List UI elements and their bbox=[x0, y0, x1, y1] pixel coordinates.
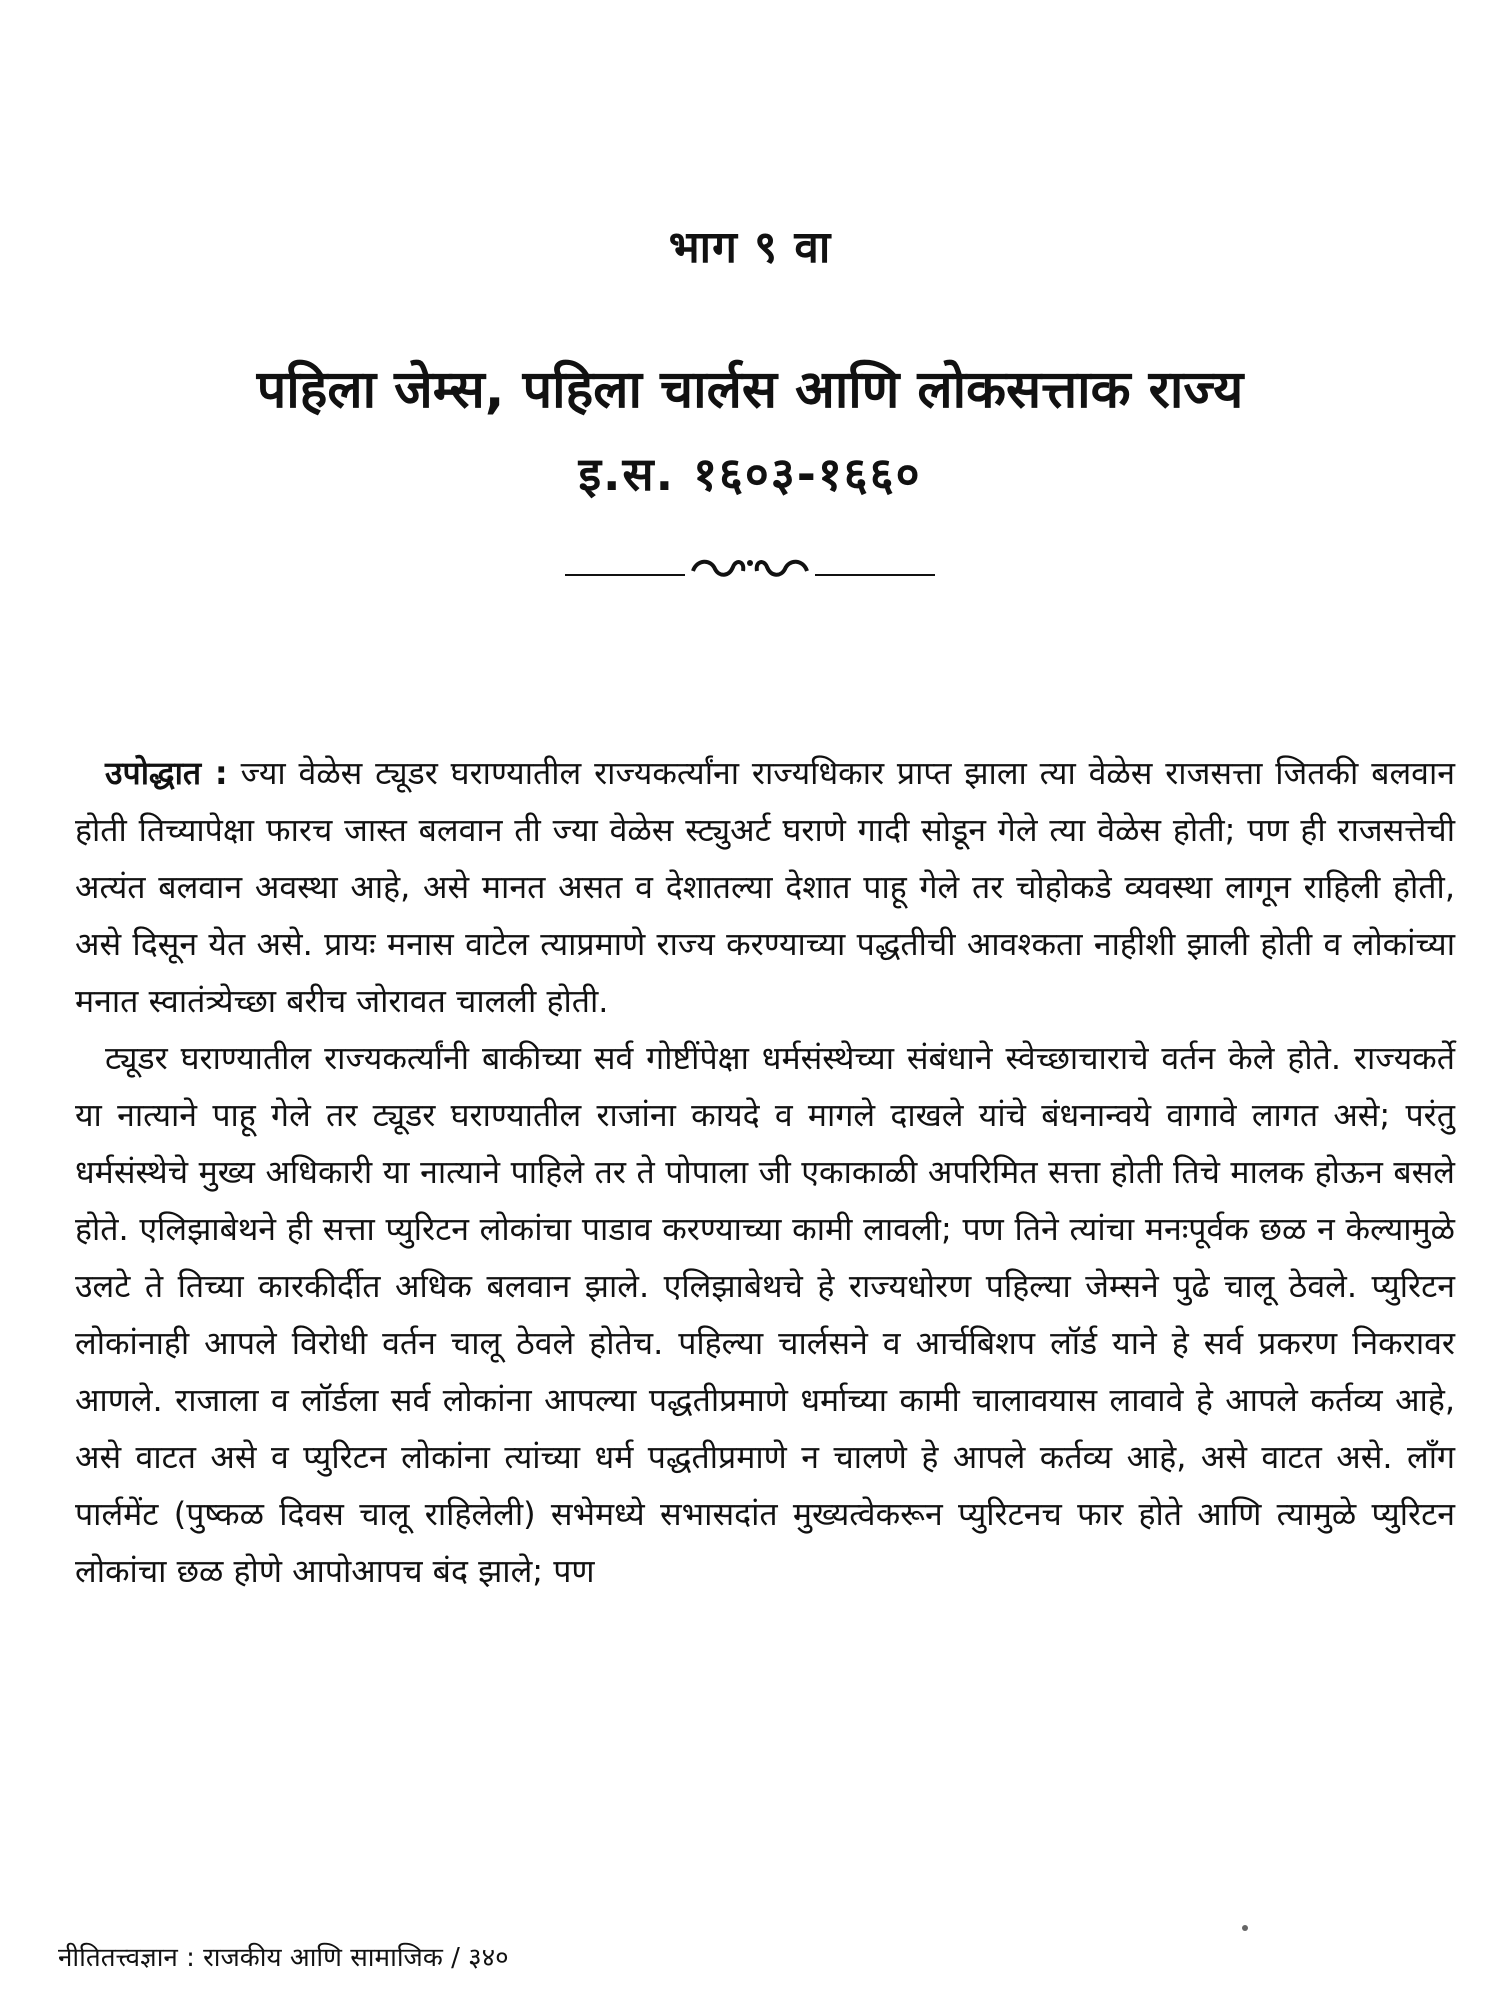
chapter-title: पहिला जेम्स, पहिला चार्लस आणि लोकसत्ताक राज्य bbox=[256, 360, 1244, 420]
paragraph-tudor-church: ट्यूडर घराण्यातील राज्यकर्त्यांनी बाकीच्या सर्व गोष्टींपेक्षा धर्मसंस्थेच्या संबंधाने स्वेच्छाचाराचे वर्तन केले होते. राज्यकर्ते या नात्याने पाहू गेले तर ट्यूडर घराण्यातील राजांना कायदे व मागले दाखले यांचे बंधनान्वये वागावे लागत असे; परंतु धर्मसंस्थेचे मुख्य अधिकारी या नात्याने पाहिले तर ते पोपाला जी एकाकाळी अपरिमित सत्ता होती तिचे मालक होऊन बसले होते. एलिझाबेथने ही सत्ता प्युरिटन लोकांचा पाडाव करण्याच्या कामी लावली; पण तिने त्यांचा मनःपूर्वक छळ न केल्यामुळे उलटे ते तिच्या कारकीर्दीत अधिक बलवान झाले. एलिझाबेथचे हे राज्यधोरण पहिल्या जेम्सने पुढे चालू ठेवले. प्युरिटन लोकांनाही आपले विरोधी वर्तन चालू ठेवले होतेच. पहिल्या चार्लसने व आर्चबिशप लॉर्ड याने हे सर्व प्रकरण निकरावर आणले. राजाला व लॉर्डला सर्व लोकांना आपल्या पद्धतीप्रमाणे धर्माच्या कामी चालावयास लावावे हे आपले कर्तव्य आहे, असे वाटत असे व प्युरिटन लोकांना त्यांच्या धर्म पद्धतीप्रमाणे न चालणे हे आपले कर्तव्य आहे, असे वाटत असे. लाँग पार्लमेंट (पुष्कळ दिवस चालू राहिलेली) सभेमध्ये सभासदांत मुख्यत्वेकरून प्युरिटनच फार होते आणि त्यामुळे प्युरिटन लोकांचा छळ होणे आपोआपच बंद झाले; पण bbox=[75, 1039, 1455, 1590]
page-footer: नीतितत्त्वज्ञान : राजकीय आणि सामाजिक / ३४० bbox=[58, 1943, 509, 1973]
chapter-years: इ.स. १६०३-१६६० bbox=[578, 447, 922, 501]
scan-speck bbox=[1242, 1925, 1248, 1931]
paragraph-text: ज्या वेळेस ट्यूडर घराण्यातील राज्यकर्त्यांना राज्यधिकार प्राप्त झाला त्या वेळेस राजसत्ता जितकी बलवान होती तिच्यापेक्षा फारच जास्त बलवान ती ज्या वेळेस स्ट्युअर्ट घराणे गादी सोडून गेले त्या वेळेस होती; पण ही राजसत्तेची अत्यंत बलवान अवस्था आहे, असे मानत असत व देशातल्या देशात पाहू गेले तर चोहोकडे व्यवस्था लागून राहिली होती, असे दिसून येत असे. प्रायः मनास वाटेल त्याप्रमाणे राज्य करण्याच्या पद्धतीची आवश्कता नाहीशी झाली होती व लोकांच्या मनात स्वातंत्र्येच्छा बरीच जोरावत चालली होती. bbox=[75, 754, 1455, 1020]
ornament-divider-icon bbox=[565, 545, 935, 585]
paragraph-introduction bbox=[75, 745, 1455, 1030]
part-heading: भाग ९ वा bbox=[668, 222, 832, 273]
paragraph-lead: उपोद्धात : bbox=[105, 754, 228, 792]
chapter-body bbox=[75, 745, 1455, 1600]
